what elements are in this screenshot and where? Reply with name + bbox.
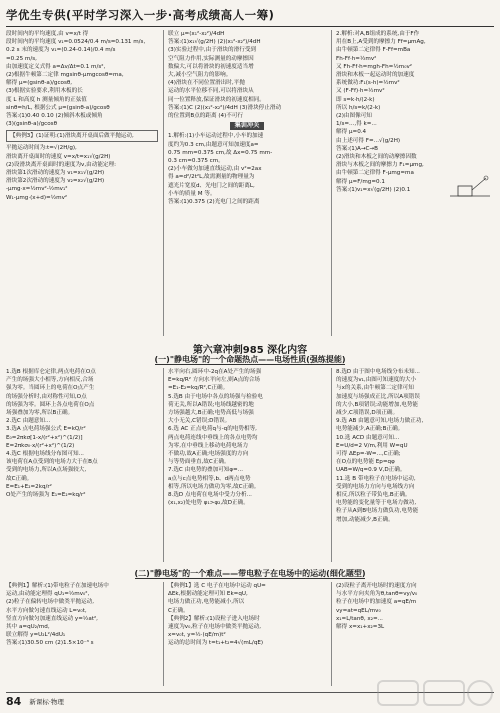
text-line: 2.选C 由题意知... bbox=[6, 418, 51, 425]
text-line: 与水平方向夹角为θ,tanθ=vy/v₀ bbox=[336, 591, 418, 598]
text-line: (3)实验过程中,由于滑块的滑行受到 bbox=[168, 47, 257, 54]
text-line: 故C正确。 bbox=[6, 475, 33, 482]
text-line: 受到的电场力,所以A点场强较大, bbox=[6, 467, 87, 474]
text-line: =E₁-E₂=kq/R²,C正确。 bbox=[168, 385, 229, 392]
bottom-column-2 bbox=[168, 582, 326, 688]
text-line: 的场强为零。圆环上各点电荷在O点 bbox=[6, 401, 95, 408]
text-line: C正确。 bbox=[168, 607, 189, 614]
text-line: 解得 μ=F/mg=0.1 bbox=[336, 178, 385, 185]
text-line: 联立解得 y=U₂L²/4dU₁ bbox=[6, 632, 66, 639]
text-line: 电势能减少,A正确;B正确。 bbox=[336, 426, 404, 433]
text-line: 滑块和木板一起运动时的加速度 bbox=[336, 72, 415, 79]
footer-label: 新课标·物理 bbox=[29, 697, 64, 706]
text-line: 平抛运动时间为:t=√(2H/g), bbox=[6, 145, 77, 152]
mid-column-2 bbox=[168, 368, 326, 564]
text-line: 8.选D 由于图中电场线分布未知... bbox=[336, 369, 420, 375]
column-divider bbox=[163, 582, 164, 686]
text-line: =0.25 m/s, bbox=[6, 55, 37, 62]
text-line: x=v₀t, y=½·(qE/m)t² bbox=[168, 632, 226, 639]
text-line: (2)粒子在偏转电场中做类平抛运动, bbox=[6, 599, 95, 606]
text-line: 运动的总时间为 t=t₁+t₂=4√(mL/qE) bbox=[168, 640, 264, 647]
bottom-column-3 bbox=[336, 582, 494, 688]
text-line: 又 (F-Ff)·h=½mv² bbox=[336, 88, 385, 95]
text-line: 1.解析:(1)小车运动过程中,小车的加速 bbox=[168, 133, 264, 140]
text-line: 的位置到B点的距离 (4)不可行 bbox=[168, 113, 244, 120]
text-line: 遮光片宽度d、光电门之间的距离L, bbox=[168, 182, 255, 189]
example-block bbox=[6, 130, 158, 142]
text-line: 解得 x=x₁+x₂=3L bbox=[336, 624, 385, 631]
text-line: 的速度为v₁,由图可知速度的大小 bbox=[336, 377, 417, 384]
bottom-column-1 bbox=[6, 582, 158, 688]
text-line: 在O点的电势能 Ep=qφ bbox=[336, 459, 395, 466]
text-line: 1/s=...,得 k=... bbox=[336, 121, 377, 128]
text-line: 1.选B 根据库仑定律,两点电荷在O点 bbox=[6, 369, 96, 375]
text-line: 加速度与场强成正比,所以A项错误 bbox=[336, 393, 420, 400]
text-line: ΔEk,根据动能定理可知 Ek=qU, bbox=[168, 591, 248, 598]
text-line: 可得 ΔEp=-W=...,C正确; bbox=[336, 451, 401, 458]
text-line: Fh-Ff·h=½mv² bbox=[336, 55, 377, 62]
text-line: 的场强分析时,由对称性可知,O点 bbox=[6, 393, 87, 400]
text-line: a点与c点电势相等,b、d两点电势 bbox=[168, 475, 251, 482]
text-line: 9.选 AB 由题意可知,电场力做正功, bbox=[336, 418, 424, 425]
text-line: (2)设粒子离开电场时的速度方向 bbox=[336, 583, 417, 589]
text-line: 滑块离开桌面时的速度 v=x/t=x₁√(g/2H) bbox=[6, 153, 111, 160]
text-line: 由上述可得 F=...√(g/2H) bbox=[336, 137, 401, 144]
section-title-1 bbox=[0, 354, 500, 365]
mid-column-1 bbox=[6, 368, 158, 564]
text-line: 运动,由动能定理得 qU₁=½mv₀², bbox=[6, 591, 90, 598]
text-line: 【典例2】解析:(1)设粒子进入电场时 bbox=[168, 615, 260, 622]
text-line: 速度为v₀,粒子在电场中做类平抛运动, bbox=[168, 624, 262, 631]
header-title: 学优生专供(平时学习深入一步·高考成绩高人一筹) bbox=[6, 8, 275, 22]
page-header bbox=[6, 4, 494, 27]
text-line: 粒子在电场中的加速度 a=qE/m bbox=[336, 599, 417, 606]
text-line: 段时间内的平均速度,由 v=x/t 得 bbox=[6, 31, 89, 37]
text-line: 段时间内的平均速度 v₁=0.0524/0.4 m/s=0.131 m/s, bbox=[6, 39, 146, 46]
text-line: UAB=W/q=0.9 V,D正确。 bbox=[336, 467, 406, 474]
text-line: 不做功,故A正确;电场强度的方向 bbox=[168, 451, 249, 458]
text-line: 2.解析:对A,B组成的系统,由于F作 bbox=[336, 31, 420, 37]
text-line: vy=at=qEL/mv₀ bbox=[336, 607, 381, 614]
text-line: 强为零。当圆环上的电荷在O点产生 bbox=[6, 385, 95, 392]
text-line: 相等,所以电场力做功为零,故C正确。 bbox=[168, 483, 260, 490]
text-line: 所以 h/s=k/(2-k) bbox=[336, 104, 381, 111]
column-divider bbox=[331, 582, 332, 686]
text-line: 答案:(1)0.375 (2)光电门之间的距离 bbox=[168, 199, 260, 206]
top-column-1 bbox=[6, 30, 158, 338]
text-line: x₁=L/tanθ, x₂=... bbox=[336, 615, 383, 622]
text-line: 4.选C 根据电场线分布图可知... bbox=[6, 451, 84, 458]
text-line: 滑块第2次滑动的速度为 v₂=x₂√(g/2H) bbox=[6, 178, 105, 185]
text-line: 方场强越大,B正确;电势高低与场强 bbox=[168, 410, 254, 417]
text-line: 电场力做正功,电势能减小,所以 bbox=[168, 599, 245, 606]
text-line: E=U/d=2 V/m,利用 W=qU bbox=[336, 442, 408, 449]
text-line: 答案:(1)A→C→B bbox=[336, 145, 378, 152]
text-line: 小车的质量 M 等。 bbox=[168, 190, 216, 197]
top-column-2 bbox=[168, 30, 326, 338]
text-line: 7.选C 由电势的叠加可知φ=... bbox=[168, 467, 244, 474]
text-line: 为零,在中垂线上移动电荷电场力 bbox=[168, 442, 249, 449]
text-line: 答案:(1)C (2)(x₁²-x₂²)/4dH (3)滑块停止滑动 bbox=[168, 104, 282, 111]
text-line: (2)滑块和木板之间的动摩擦因数 bbox=[336, 154, 417, 161]
text-line: 相反,所以粒子带负电,B正确。 bbox=[336, 492, 411, 499]
text-line: 5.选B 由于电场中各点的场强与检验电 bbox=[168, 393, 263, 400]
text-line: E₀=2πkσ[1-x/(r²+x²)^(1/2)] bbox=[6, 434, 83, 441]
text-line: 滑块第1次滑动的速度为 v₁=x₁√(g/2H) bbox=[6, 170, 105, 177]
text-line: E=E₁+E₂=2kq/r² bbox=[6, 483, 52, 490]
text-line: 度 L 和高度 h 测量倾角的正弦值 bbox=[6, 96, 87, 103]
text-line: 答案:(1)0.40 0.10 (2)倾斜木板或倾角 bbox=[6, 113, 103, 120]
text-line: 0.75 mm=0.375 cm,故 Δx=0.75 mm- bbox=[168, 149, 273, 156]
section-title-2-text: (二)"静电场"的一个难点——带电粒子在电场中的运动(细化题型) bbox=[134, 569, 366, 578]
text-line: 大小无关,C错误;D错误。 bbox=[168, 418, 231, 425]
text-line: 由加速度定义式得 a=Δv/Δt=0.1 m/s², bbox=[6, 63, 106, 70]
text-line: 与x的关系,由牛顿第二定律可知 bbox=[336, 385, 414, 392]
text-line: 得 a=d²/2t²L,故需测量的物理量为 bbox=[168, 174, 255, 181]
text-line: 增加,动能减少,B正确。 bbox=[336, 516, 394, 523]
text-line: 粒子从A到B电场力做负功,电势能 bbox=[336, 508, 419, 515]
text-line: E=kq/R² 方向水平向左,则A点的合场 bbox=[168, 377, 260, 384]
text-line: 产生的场强大小相等,方向相反,合场 bbox=[6, 377, 94, 384]
text-line: O处产生的场强为 E₁=E₂=kq/r² bbox=[6, 492, 86, 499]
text-line: 水平向右,圆环中-2q在A处产生的场强 bbox=[168, 369, 262, 375]
text-line: 答案:(1)x₁√(g/2H) (2)(x₁²-x₂²)/4dH bbox=[168, 39, 261, 46]
text-line: 3.选A 点电荷场强公式 E=kQ/r² bbox=[6, 426, 86, 433]
text-line: 运动的水平位移不同,可以将滑块从 bbox=[168, 88, 254, 95]
text-line: 电势能的变化量等于电场力做功, bbox=[336, 500, 417, 507]
text-line: 受到的电场力方向与电场线方向 bbox=[336, 483, 415, 490]
text-line: 滑块与木板之间的摩擦力 F₁=μmg, bbox=[336, 162, 424, 169]
text-line: 答案:(1)v₁=x√(g/2H) (2)0.1 bbox=[336, 186, 411, 193]
column-divider bbox=[163, 30, 164, 336]
section-title-1-text: (一)"静电场"的一个命题热点——电场性质(强练提能) bbox=[154, 355, 346, 364]
text-line: 该电荷在A点受到的电场力大于在B点 bbox=[6, 459, 98, 466]
text-line: 水平方向做匀速直线运动 L=v₀t, bbox=[6, 607, 87, 614]
example-heading: 【典例3】(1)证明:(1)滑块离开桌面后做平抛运动, bbox=[10, 133, 134, 140]
text-line: 0.2 s 末的速度为 v₁=(0.24-0.14)/0.4 m/s bbox=[6, 47, 116, 54]
mid-column-3 bbox=[336, 368, 494, 564]
text-line: (2)根据牛顿第二定律 mgsinθ-μmgcosθ=ma, bbox=[6, 72, 124, 79]
text-line: 解得 μ=0.4 bbox=[336, 129, 367, 136]
text-line: 10.选 ACD 由题意可知... bbox=[336, 434, 400, 441]
column-divider bbox=[163, 368, 164, 562]
text-line: 与等势面垂直,故C正确。 bbox=[168, 459, 230, 466]
text-line: 空气阻力作用,实际测量的动摩擦因 bbox=[168, 55, 254, 62]
text-line: 0.3 cm=0.375 cm。 bbox=[168, 158, 224, 165]
section-title-2 bbox=[0, 568, 500, 579]
text-line: 用在B上,A受到的摩擦力 Ff=μmAg, bbox=[336, 39, 426, 46]
text-line: 两点电荷连线中垂线上的各点电势均 bbox=[168, 434, 258, 441]
text-line: (2)设滑块离开桌面时的速度为v,由动能定理: bbox=[6, 161, 116, 168]
text-line: -μmg·x=½mv²-½mv₁² bbox=[6, 186, 68, 193]
text-line: (4)滑块在不同位置滑出时,平抛 bbox=[168, 80, 245, 87]
text-line: 同一位置释放,保证滑块的初速度相同。 bbox=[168, 96, 265, 103]
text-line: W₁-μmg·(x+d)=½mv² bbox=[6, 194, 68, 201]
text-line: 数偏大,可以将滑块的初速度适当增 bbox=[168, 63, 254, 70]
text-line: 度约为0.3 cm,由题意可知加速度a= bbox=[168, 141, 259, 148]
text-line: (3)(gsinθ-a)/gcosθ bbox=[6, 121, 57, 128]
section-bar: 集训冲关 bbox=[230, 122, 265, 130]
text-line: 即 s=k·h/(2-k) bbox=[336, 96, 375, 103]
text-line: (2)小车做匀加速直线运动,由 v²=2ax bbox=[168, 166, 262, 173]
text-line: (x₁,x₂)处电势 φ₁>φ₂,故D正确。 bbox=[168, 500, 249, 507]
text-line: 大,减小空气阻力的影响。 bbox=[168, 72, 232, 79]
text-line: 8.选D 点电荷在电场中受力分析... bbox=[168, 492, 252, 499]
column-divider bbox=[331, 30, 332, 336]
text-line: 荷无关,所以A错误;电场线越密的地 bbox=[168, 401, 254, 408]
text-line: sinθ=h/L, 根据公式 μ=(gsinθ-a)/gcosθ bbox=[6, 104, 110, 111]
text-line: 系统做功:F₁(s-h)=½mv² bbox=[336, 80, 400, 87]
column-divider bbox=[331, 368, 332, 562]
text-line: 6.选 AC 正点电荷q与-q的电势相等, bbox=[168, 426, 257, 433]
text-line: 答案:(1)30.50 cm (2)1.5×10⁻³ s bbox=[6, 640, 94, 647]
text-line: 11.选 B 带电粒子在电场中运动, bbox=[336, 475, 416, 482]
text-line: 其中 a=qU₂/md, bbox=[6, 624, 50, 631]
text-line: 联立 μ=(x₁²-x₂²)/4dH bbox=[168, 31, 225, 37]
block-diagram bbox=[448, 168, 492, 202]
text-line: 【典例1】解析:(1)带电粒子在加速电场中 bbox=[6, 583, 109, 589]
text-line: 的大小,B项错误;动能增加,电势能 bbox=[336, 401, 418, 408]
text-line: 【典例1】选 C 电子在电场中运动 qU= bbox=[168, 583, 266, 589]
text-line: 竖直方向做匀加速直线运动 y=½at², bbox=[6, 615, 98, 622]
text-line: (3)根据实验要求,利用木板的长 bbox=[6, 88, 83, 95]
text-line: 减少,C项错误,D项正确。 bbox=[336, 410, 399, 417]
text-line: (2)由图像可知 bbox=[336, 113, 372, 120]
chapter-title: 第六章冲刺985 深化内容 bbox=[192, 345, 308, 356]
watermark-stamp bbox=[376, 677, 496, 709]
text-line: 由牛顿第二定律得 F-Ff=mBa bbox=[336, 47, 411, 54]
text-line: E=2πkσ₀·x/(r²+x²)^(1/2) bbox=[6, 442, 75, 449]
text-line: 由牛顿第二定律得 F-μmg=ma bbox=[336, 170, 414, 177]
text-line: 解得 μ=(gsinθ-a)/gcosθ, bbox=[6, 80, 73, 87]
text-line: 场强叠加为零,所以B正确。 bbox=[6, 410, 74, 417]
text-line: 又 Fh-Ff·h=mgh-Fh=½m₀v² bbox=[336, 63, 413, 70]
page-number: 84 bbox=[6, 694, 22, 708]
